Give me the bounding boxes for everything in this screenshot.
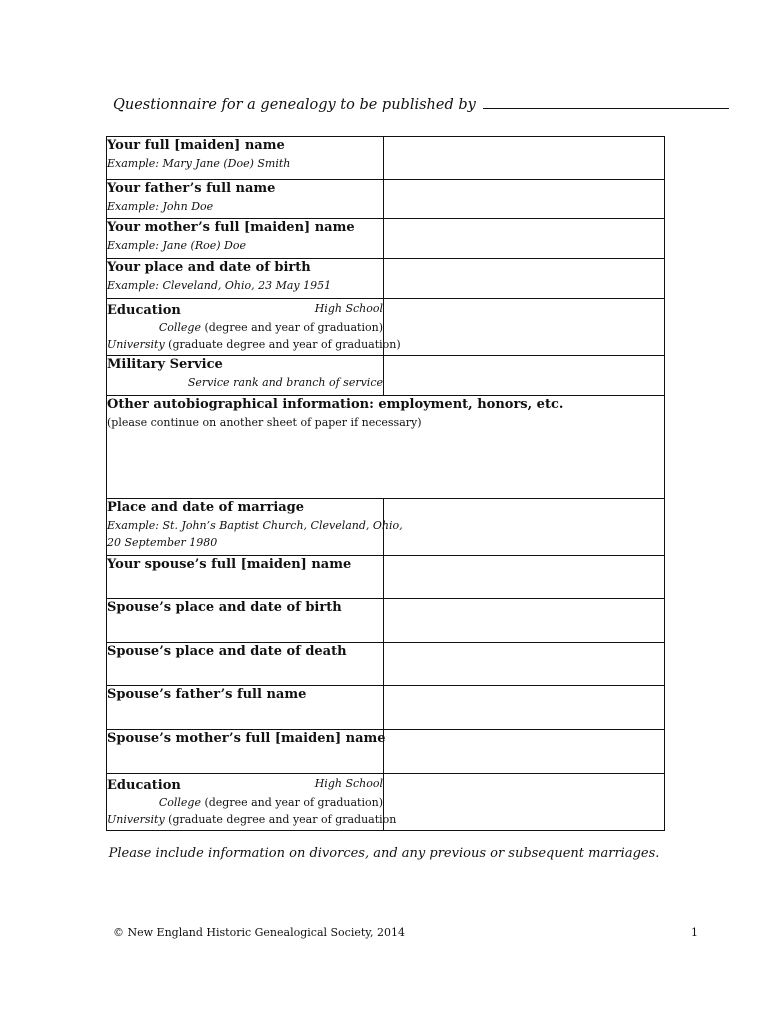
college-line	[107, 319, 383, 336]
father-example: Example: John Doe	[107, 200, 214, 213]
marriage-example-line2: 20 September 1980	[107, 536, 218, 549]
label-cell	[107, 299, 401, 356]
row-father	[107, 180, 665, 219]
label-cell	[107, 499, 403, 556]
military-answer[interactable]	[384, 356, 665, 396]
spouse-college-label: College	[158, 796, 201, 809]
label-cell	[107, 774, 397, 831]
spouse-education-answer[interactable]	[384, 774, 665, 831]
copyright: © New England Historic Genealogical Society, 2014	[113, 926, 406, 939]
spouse-mother-label: Spouse’s mother’s full [maiden] name	[107, 731, 386, 746]
spouse-university-label: University	[107, 813, 165, 826]
college-label: College	[158, 321, 201, 334]
row-full-name	[107, 137, 665, 180]
row-birth	[107, 259, 665, 299]
spouse-name-label: Your spouse’s full [maiden] name	[107, 557, 352, 572]
spouse-college-detail: (degree and year of graduation)	[200, 796, 383, 809]
row-spouse-name	[107, 556, 665, 599]
spouse-father-label: Spouse’s father’s full name	[107, 687, 307, 702]
spouse-father-answer[interactable]	[384, 686, 665, 730]
full-name-answer[interactable]	[384, 137, 665, 180]
label-cell	[107, 137, 384, 180]
row-spouse-death	[107, 643, 665, 686]
birth-answer[interactable]	[384, 259, 665, 299]
spouse-university-detail: (graduate degree and year of graduation	[164, 813, 397, 826]
university-label: University	[107, 338, 165, 351]
spouse-education-header	[107, 774, 383, 794]
mother-example: Example: Jane (Roe) Doe	[107, 239, 246, 252]
mother-label: Your mother’s full [maiden] name	[107, 220, 355, 235]
spouse-university-line	[107, 811, 397, 828]
row-spouse-mother	[107, 730, 665, 774]
page-number: 1	[691, 926, 698, 939]
father-answer[interactable]	[384, 180, 665, 219]
divorce-note: Please include information on divorces, and any previous or subsequent marriages.	[108, 846, 660, 861]
title-text: Questionnaire for a genealogy to be published by	[113, 97, 476, 113]
marriage-example-line1: Example: St. John’s Baptist Church, Cleveland, Ohio,	[107, 519, 403, 532]
row-other	[107, 396, 665, 499]
spouse-death-label: Spouse’s place and date of death	[107, 644, 347, 659]
other-label: Other autobiographical information: employment, honors, etc.	[107, 397, 564, 412]
row-spouse-father	[107, 686, 665, 730]
birth-example: Example: Cleveland, Ohio, 23 May 1951	[107, 279, 332, 292]
label-cell	[107, 643, 384, 686]
row-marriage	[107, 499, 665, 556]
spouse-birth-label: Spouse’s place and date of birth	[107, 600, 342, 615]
college-detail: (degree and year of graduation)	[200, 321, 383, 334]
education-header	[107, 299, 383, 319]
spouse-education-label: Education	[107, 778, 181, 793]
spouse-birth-answer[interactable]	[384, 599, 665, 643]
row-spouse-birth	[107, 599, 665, 643]
label-cell	[107, 686, 384, 730]
page-title	[113, 94, 673, 113]
father-label: Your father’s full name	[107, 181, 276, 196]
university-detail: (graduate degree and year of graduation)	[164, 338, 401, 351]
marriage-label: Place and date of marriage	[107, 500, 305, 515]
university-line	[107, 336, 401, 353]
education-answer[interactable]	[384, 299, 665, 356]
label-cell	[107, 259, 384, 299]
other-note: (please continue on another sheet of paper if necessary)	[107, 416, 422, 429]
spouse-death-answer[interactable]	[384, 643, 665, 686]
mother-answer[interactable]	[384, 219, 665, 259]
row-education	[107, 299, 665, 356]
marriage-answer[interactable]	[384, 499, 665, 556]
label-cell	[107, 219, 384, 259]
label-cell	[107, 180, 384, 219]
questionnaire-table	[106, 136, 665, 831]
row-spouse-education	[107, 774, 665, 831]
spouse-college-line	[107, 794, 383, 811]
military-label: Military Service	[107, 357, 223, 372]
full-name-example: Example: Mary Jane (Doe) Smith	[107, 157, 291, 170]
label-cell	[107, 730, 384, 774]
label-cell	[107, 356, 384, 396]
row-military	[107, 356, 665, 396]
other-cell[interactable]	[107, 396, 665, 499]
spouse-mother-answer[interactable]	[384, 730, 665, 774]
spouse-name-answer[interactable]	[384, 556, 665, 599]
high-school-label: High School	[314, 302, 383, 315]
spouse-high-school-label: High School	[314, 777, 383, 790]
education-label: Education	[107, 303, 181, 318]
full-name-label: Your full [maiden] name	[107, 138, 285, 153]
publisher-blank[interactable]	[483, 94, 729, 109]
label-cell	[107, 556, 384, 599]
row-mother	[107, 219, 665, 259]
military-detail: Service rank and branch of service	[187, 376, 383, 389]
label-cell	[107, 599, 384, 643]
birth-label: Your place and date of birth	[107, 260, 311, 275]
